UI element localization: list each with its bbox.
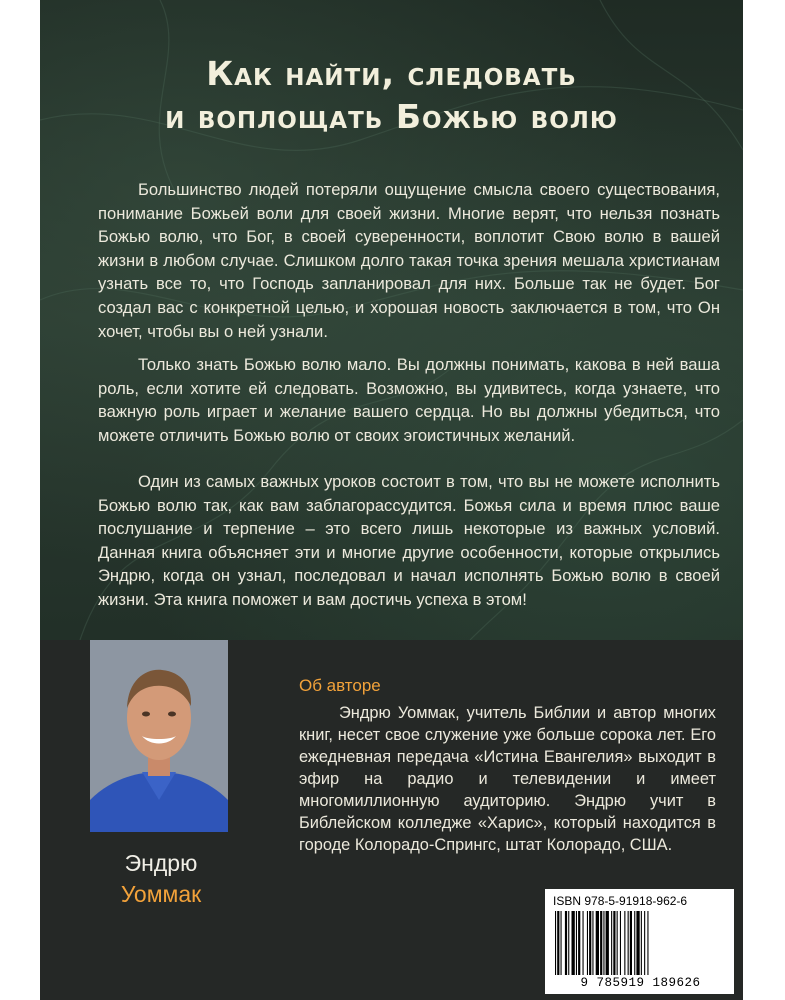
barcode-bar	[613, 911, 615, 975]
barcode-bar	[555, 911, 556, 975]
barcode-bar	[578, 911, 580, 975]
barcode-bar	[641, 911, 642, 975]
about-author-text: Эндрю Уоммак, учитель Библии и автор многих книг, несет свое служение уже больше сорока лет. Его ежедневная передача «Истина Евангелия» выходит в эфир на радио и телевидении и имеет многомиллионную аудиторию. Эндрю учит в Библейском колледже «Харис», который находится в городе Колорадо-Спрингс, штат Колорадо, США.	[299, 704, 716, 854]
barcode-bar	[647, 911, 648, 975]
barcode-bar	[603, 911, 604, 975]
author-first-name: Эндрю	[124, 850, 198, 876]
barcode-bar	[636, 911, 639, 975]
barcode-bar	[596, 911, 599, 975]
barcode-bar	[565, 911, 567, 975]
barcode-bar	[589, 911, 591, 975]
barcode-bar	[624, 911, 625, 975]
barcode-bar	[583, 911, 584, 975]
about-author-heading: Об авторе	[299, 676, 381, 695]
barcode-bar	[606, 911, 609, 975]
isbn-label: ISBN 978-5-91918-962-6	[553, 894, 688, 908]
description-panel	[40, 0, 743, 640]
book-title	[40, 52, 743, 138]
description-paragraph-2: Только знать Божью волю мало. Вы должны понимать, какова в ней ваша роль, если хотите ей следовать. Возможно, вы удивитесь, когда узнаете, что важную роль играет и желание вашего сердца. Но вы должны убедиться, что можете отличить Божью волю от своих эгоистичных желаний.	[98, 355, 720, 445]
barcode-bar	[611, 911, 612, 975]
barcode-bar	[620, 911, 621, 975]
barcode-bar	[561, 911, 562, 975]
barcode-icon	[553, 911, 726, 975]
description-paragraph-3: Один из самых важных уроков состоит в том, что вы не можете исполнить Божью волю так, как вам заблагорассудится. Божья сила и время плюс ваше послушание и терпение – это всего лишь некоторые из важных условий. Данная книга объясняет эти и многие другие особенности, которые открылись Эндрю, когда он узнал, последовал и начал исполнять Божью волю в своей жизни. Эта книга поможет и вам достичь успеха в этом!	[98, 472, 720, 609]
barcode-bar	[587, 911, 588, 975]
author-photo	[90, 640, 228, 832]
barcode-bar	[600, 911, 602, 975]
isbn-barcode-box	[545, 889, 734, 994]
description-paragraph-1: Большинство людей потеряли ощущение смысла своего существования, понимание Божьей воли для своей жизни. Многие верят, что нельзя познать Божью волю, что Бог, в своей суверенности, воплотит Свою волю в вашей жизни в любом случае. Слишком долго такая точка зрения мешала христианам узнать все то, что Господь запланировал для них. Больше так не будет. Бог создал вас с конкретной целью, и хорошая новость заключается в том, что Он хочет, чтобы вы о ней узнали.	[98, 180, 720, 341]
author-panel	[40, 640, 743, 1000]
barcode-bar	[572, 911, 575, 975]
barcode-bar	[568, 911, 569, 975]
barcode-bar	[630, 911, 632, 975]
title-line-2: и воплощать Божью волю	[165, 97, 618, 136]
title-line-1: Как найти, следовать	[206, 54, 577, 93]
barcode-bar	[592, 911, 593, 975]
barcode-bar	[644, 911, 645, 975]
barcode-digits: 9 785919 189626	[580, 976, 701, 990]
author-last-name: Уоммак	[120, 881, 202, 907]
author-portrait-illustration	[90, 640, 228, 832]
barcode-bar	[628, 911, 629, 975]
book-back-cover	[40, 0, 743, 1000]
barcode-bar	[617, 911, 618, 975]
barcode-bar	[576, 911, 577, 975]
barcode-bar	[557, 911, 559, 975]
barcode-bar	[634, 911, 635, 975]
